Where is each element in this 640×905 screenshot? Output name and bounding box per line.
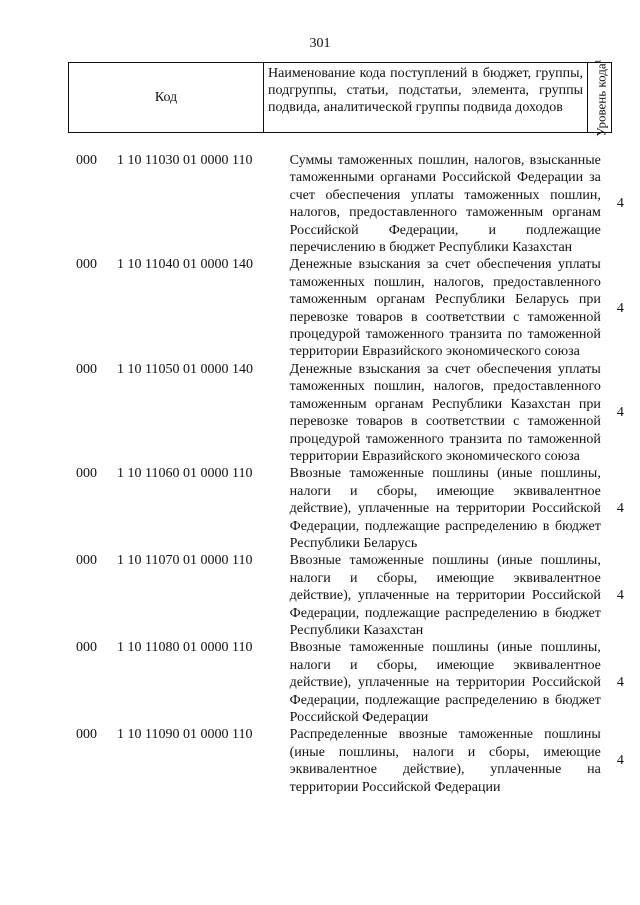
table-row	[0, 361, 640, 465]
table-row	[0, 639, 640, 726]
row-level: 4	[616, 500, 624, 516]
row-admin-code: 000	[76, 466, 97, 482]
row-description: Суммы таможенных пошлин, налогов, взысканные таможенными органами Российской Федерации за счет обеспечения уплаты таможенных пошлин, налогов, предоставленного таможенным органам Российской Федерации, и подлежащие перечислению в бюджет Республики Казахстан	[289, 153, 601, 256]
row-admin-code: 000	[76, 257, 97, 273]
table-body	[0, 152, 640, 796]
row-code: 1 10 11070 01 0000 110	[117, 553, 253, 569]
header-level-footnote: 1	[592, 58, 602, 63]
row-code: 1 10 11060 01 0000 110	[117, 466, 253, 482]
header-code: Код	[69, 63, 264, 132]
header-level	[588, 58, 611, 137]
row-admin-code: 000	[76, 727, 97, 743]
row-level: 4	[616, 674, 624, 690]
table-header	[68, 58, 612, 137]
row-description: Распределенные ввозные таможенные пошлины (иные пошлины, налоги и сборы, имеющие эквивалентное действие), уплаченные на территории Российской Федерации	[289, 727, 601, 795]
row-code: 1 10 11040 01 0000 140	[117, 257, 253, 273]
row-level: 4	[616, 196, 624, 212]
row-code: 1 10 11050 01 0000 140	[117, 361, 253, 377]
row-level: 4	[616, 405, 624, 421]
row-admin-code: 000	[76, 640, 97, 656]
header-level-label	[591, 59, 608, 136]
row-description: Ввозные таможенные пошлины (иные пошлины, налоги и сборы, имеющие эквивалентное действие), уплаченные на территории Российской Федерации, подлежащие распределению в бюджет Российской Федерации	[289, 640, 601, 725]
row-level: 4	[616, 587, 624, 603]
row-level: 4	[616, 300, 624, 316]
row-description: Денежные взыскания за счет обеспечения уплаты таможенных пошлин, налогов, предоставленного таможенным органам Республики Казахстан при перевозке товаров в соответствии с таможенной процедурой таможенного транзита по таможенной территории Евразийского экономического союза	[289, 361, 601, 464]
row-admin-code: 000	[76, 153, 97, 168]
header-level-text: Уровень кода	[593, 62, 609, 137]
table-row	[0, 152, 640, 256]
row-description: Ввозные таможенные пошлины (иные пошлины, налоги и сборы, имеющие эквивалентное действие), уплаченные на территории Российской Федерации, подлежащие распределению в бюджет Республики Беларусь	[289, 466, 601, 551]
row-admin-code: 000	[76, 553, 97, 569]
table-row	[0, 726, 640, 796]
row-admin-code: 000	[76, 361, 97, 377]
page-number: 301	[309, 36, 331, 51]
row-code: 1 10 11090 01 0000 110	[117, 727, 253, 743]
header-name: Наименование кода поступлений в бюджет, группы, подгруппы, статьи, подстатьи, элемента, группы подвида, аналитической группы подвида доходов	[264, 63, 588, 132]
row-code: 1 10 11030 01 0000 110	[117, 153, 253, 168]
table-row	[0, 552, 640, 639]
table-row	[0, 256, 640, 360]
table-row	[0, 465, 640, 552]
row-code: 1 10 11080 01 0000 110	[117, 640, 253, 656]
row-description: Денежные взыскания за счет обеспечения уплаты таможенных пошлин, налогов, предоставленного таможенным органам Республики Беларусь при перевозке товаров в соответствии с таможенной процедурой таможенного транзита по таможенной территории Евразийского экономического союза	[289, 257, 601, 360]
row-level: 4	[616, 753, 624, 769]
row-description: Ввозные таможенные пошлины (иные пошлины, налоги и сборы, имеющие эквивалентное действие), уплаченные на территории Российской Федерации, подлежащие распределению в бюджет Республики Казахстан	[289, 553, 601, 638]
